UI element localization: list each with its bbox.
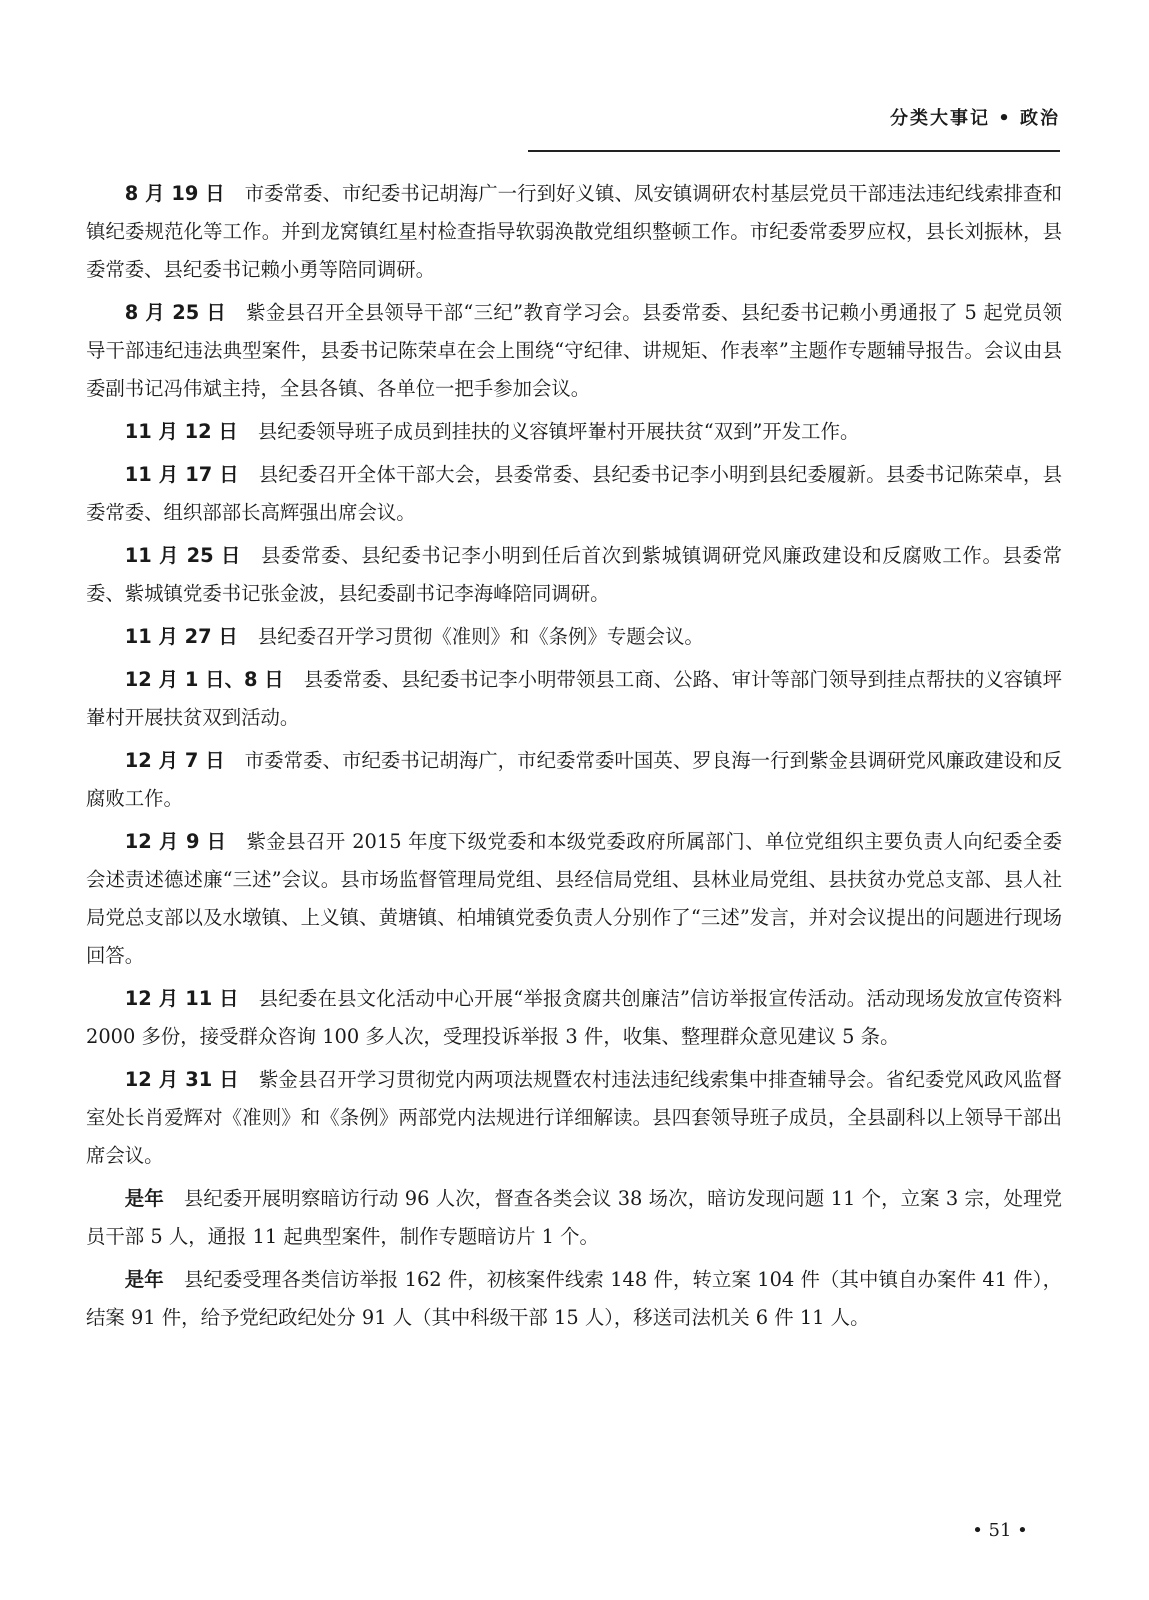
entry-date: 是年 xyxy=(124,1187,164,1210)
entry-text: 县纪委开展明察暗访行动 96 人次，督查各类会议 38 场次，暗访发现问题 11 个，立案 3 宗，处理党员干部 5 人，通报 11 起典型案件，制作专题暗访片 1 个。 xyxy=(86,1187,1063,1248)
chronicle-entry xyxy=(86,980,1062,1056)
chronicle-entry xyxy=(86,1261,1062,1337)
entry-text: 紫金县召开学习贯彻党内两项法规暨农村违法违纪线索集中排查辅导会。省纪委党风政风监督室处长肖爱辉对《准则》和《条例》两部党内法规进行详细解读。县四套领导班子成员，全县副科以上领导干部出席会议。 xyxy=(86,1068,1062,1167)
entry-date: 11 月 17 日 xyxy=(124,463,239,486)
entry-date: 11 月 27 日 xyxy=(124,625,238,648)
chronicle-entry xyxy=(86,537,1062,613)
entry-text: 市委常委、市纪委书记胡海广，市纪委常委叶国英、罗良海一行到紫金县调研党风廉政建设和反腐败工作。 xyxy=(86,749,1063,810)
entry-text: 县纪委召开全体干部大会，县委常委、县纪委书记李小明到县纪委履新。县委书记陈荣卓，县委常委、组织部部长高辉强出席会议。 xyxy=(86,463,1062,524)
entry-text: 县委常委、县纪委书记李小明到任后首次到紫城镇调研党风廉政建设和反腐败工作。县委常委、紫城镇党委书记张金波，县纪委副书记李海峰陪同调研。 xyxy=(86,544,1062,605)
header-rule xyxy=(528,150,1060,152)
entry-date: 12 月 1 日、8 日 xyxy=(124,668,284,691)
chronicle-entry xyxy=(86,618,1062,656)
entry-date: 8 月 25 日 xyxy=(124,301,227,324)
entry-text: 县纪委召开学习贯彻《准则》和《条例》专题会议。 xyxy=(257,625,704,648)
chronicle-entry xyxy=(86,661,1062,737)
chronicle-entry xyxy=(86,294,1062,408)
entry-date: 8 月 19 日 xyxy=(124,182,225,205)
chronicle-entry xyxy=(86,1180,1062,1256)
chronicle-body xyxy=(86,175,1062,1342)
chronicle-entry xyxy=(86,823,1062,975)
entry-text: 紫金县召开 2015 年度下级党委和本级党委政府所属部门、单位党组织主要负责人向纪委全委会述责述德述廉“三述”会议。县市场监督管理局党组、县经信局党组、县林业局党组、县扶贫办党总支部、县人社局党总支部以及水墩镇、上义镇、黄塘镇、柏埔镇党委负责人分别作了“三述”发言，并对会议提出的问题进行现场回答。 xyxy=(86,830,1062,967)
chronicle-entry xyxy=(86,413,1062,451)
entry-date: 12 月 31 日 xyxy=(124,1068,239,1091)
entry-text: 县纪委受理各类信访举报 162 件，初核案件线索 148 件，转立案 104 件（其中镇自办案件 41 件），结案 91 件，给予党纪政纪处分 91 人（其中科级干部 15 人），移送司法机关 6 件 11 人。 xyxy=(86,1268,1062,1329)
entry-text: 紫金县召开全县领导干部“三纪”教育学习会。县委常委、县纪委书记赖小勇通报了 5 起党员领导干部违纪违法典型案件，县委书记陈荣卓在会上围绕“守纪律、讲规矩、作表率”主题作专题辅导报告。会议由县委副书记冯伟斌主持，全县各镇、各单位一把手参加会议。 xyxy=(86,301,1062,400)
chronicle-entry xyxy=(86,742,1062,818)
chronicle-entry xyxy=(86,1061,1062,1175)
page-number: • 51 • xyxy=(972,1520,1028,1541)
running-header: 分类大事记 • 政治 xyxy=(889,108,1060,129)
entry-date: 12 月 9 日 xyxy=(124,830,227,853)
chronicle-entry xyxy=(86,456,1062,532)
chronicle-entry xyxy=(86,175,1062,289)
entry-date: 12 月 7 日 xyxy=(124,749,225,772)
entry-text: 县纪委在县文化活动中心开展“举报贪腐共创廉洁”信访举报宣传活动。活动现场发放宣传资料 2000 多份，接受群众咨询 100 多人次，受理投诉举报 3 件，收集、整理群众意见建议 5 条。 xyxy=(86,987,1062,1048)
entry-date: 11 月 25 日 xyxy=(124,544,242,567)
entry-text: 县委常委、县纪委书记李小明带领县工商、公路、审计等部门领导到挂点帮扶的义容镇坪輋村开展扶贫双到活动。 xyxy=(86,668,1062,729)
entry-date: 12 月 11 日 xyxy=(124,987,239,1010)
entry-text: 县纪委领导班子成员到挂扶的义容镇坪輋村开展扶贫“双到”开发工作。 xyxy=(257,420,860,443)
entry-text: 市委常委、市纪委书记胡海广一行到好义镇、凤安镇调研农村基层党员干部违法违纪线索排查和镇纪委规范化等工作。并到龙窝镇红星村检查指导软弱涣散党组织整顿工作。市纪委常委罗应权，县长刘振林，县委常委、县纪委书记赖小勇等陪同调研。 xyxy=(86,182,1063,281)
entry-date: 11 月 12 日 xyxy=(124,420,238,443)
entry-date: 是年 xyxy=(124,1268,164,1291)
